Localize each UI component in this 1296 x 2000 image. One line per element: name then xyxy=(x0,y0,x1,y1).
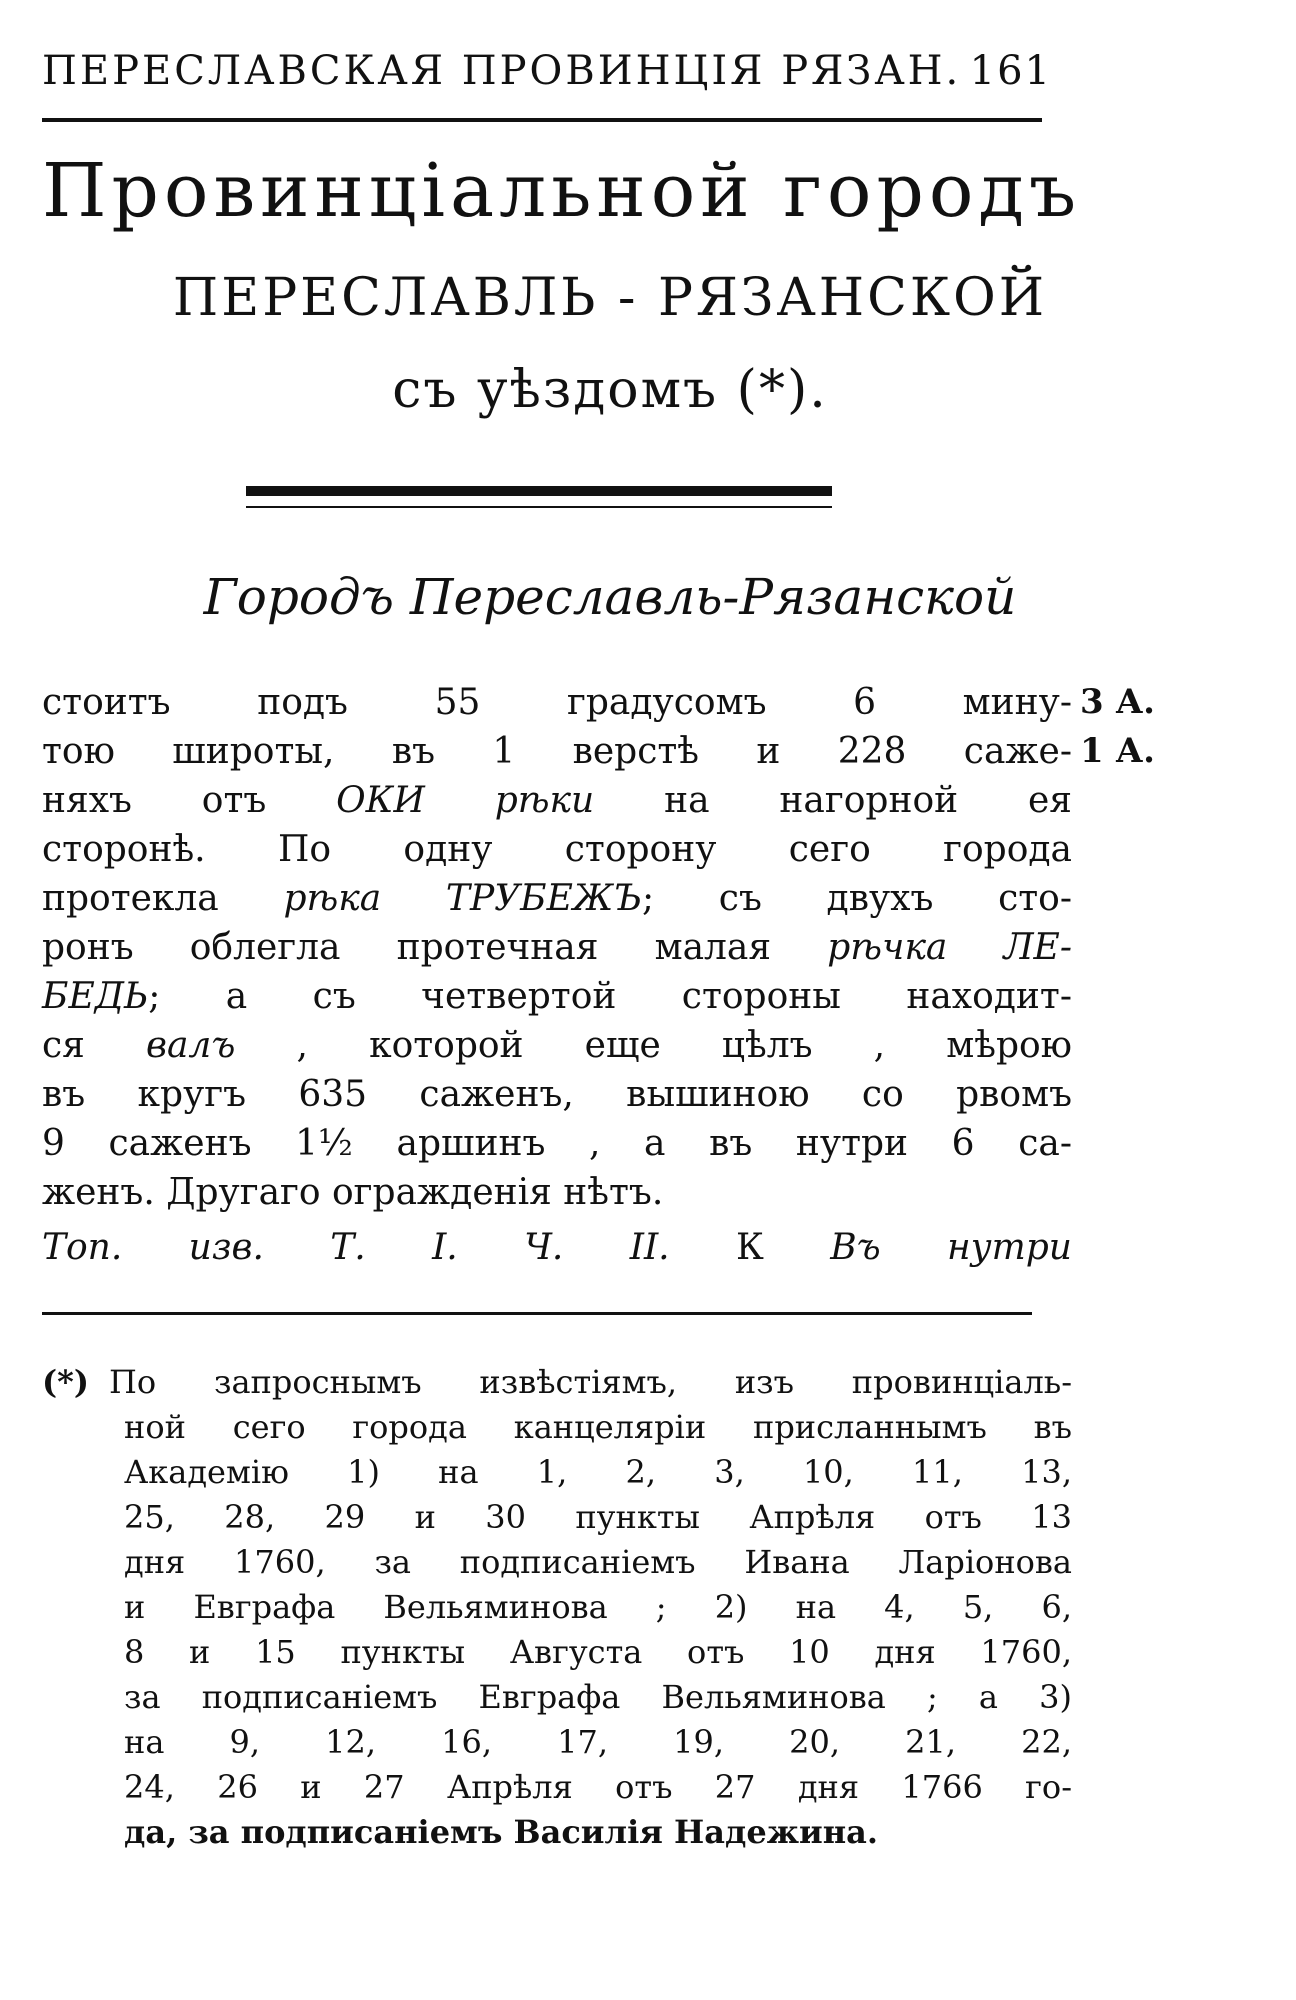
chapter-title-suffix: съ уѣздомъ (*). xyxy=(392,360,828,420)
title-rule-thick xyxy=(246,486,832,496)
body-line: въ кругъ 635 саженъ, вышиною со рвомъ xyxy=(42,1074,1072,1115)
running-title: ПЕРЕСЛАВСКАЯ ПРОВИНЦІЯ РЯЗАН. xyxy=(42,48,962,94)
body-line xyxy=(42,874,1072,923)
margin-note: 1 А. xyxy=(1080,731,1156,771)
body-line: стоитъ подъ 55 градусомъ 6 мину- xyxy=(42,682,1072,723)
margin-notes xyxy=(1080,678,1210,776)
signature-mark: К xyxy=(735,1227,764,1268)
body-line: тою широты, въ 1 верстѣ и 228 саже- xyxy=(42,731,1072,772)
body-line xyxy=(42,923,1072,972)
footnote-line: 8 и 15 пункты Августа отъ 10 дня 1760, xyxy=(124,1633,1072,1671)
signature-line xyxy=(42,1223,1072,1272)
footnote-rule xyxy=(42,1312,1032,1315)
chapter-title: Провинціальной городъ xyxy=(42,148,1082,234)
text-run: По запроснымъ извѣстіямъ, изъ провинціаль- xyxy=(109,1363,1072,1401)
footnote-line: ной сего города канцеляріи присланнымъ въ xyxy=(124,1408,1072,1446)
text-run: ся xyxy=(42,1025,85,1066)
text-run: ронъ облегла протечная малая xyxy=(42,927,772,968)
footnote-line: 25, 28, 29 и 30 пункты Апрѣля отъ 13 xyxy=(124,1498,1072,1536)
volume-reference: Топ. изв. Т. I. Ч. II. xyxy=(42,1227,670,1268)
catchword: Въ нутри xyxy=(830,1227,1072,1268)
footnote xyxy=(42,1360,1072,1855)
footnote-line xyxy=(42,1360,1072,1405)
footnote-line: за подписаніемъ Евграфа Вельяминова ; а 3) xyxy=(124,1678,1072,1716)
text-run: , которой еще цѣлъ , мѣрою xyxy=(296,1025,1072,1066)
body-line: 9 саженъ 1½ аршинъ , а въ нутри 6 са- xyxy=(42,1123,1072,1164)
page-header xyxy=(42,48,1052,108)
page-number: 161 xyxy=(969,48,1052,94)
margin-note: 3 А. xyxy=(1080,682,1156,722)
footnote-line: да, за подписаніемъ Василія Надежина. xyxy=(124,1813,879,1851)
term-val: валъ xyxy=(146,1025,236,1066)
river-name-lebed-end: БЕДЬ xyxy=(42,976,149,1017)
footnote-line: и Евграфа Вельяминова ; 2) на 4, 5, 6, xyxy=(124,1588,1072,1626)
text-run: на нагорной ея xyxy=(664,780,1072,821)
body-line xyxy=(42,776,1072,825)
river-name-oka: ОКИ рѣки xyxy=(336,780,595,821)
footnote-line: дня 1760, за подписаніемъ Ивана Ларіонова xyxy=(124,1543,1072,1581)
header-rule xyxy=(42,118,1042,122)
body-paragraph xyxy=(42,678,1072,1272)
chapter-title-city: ПЕРЕСЛАВЛЬ - РЯЗАНСКОЙ xyxy=(172,268,1048,328)
footnote-marker: (*) xyxy=(42,1363,90,1401)
body-line: женъ. Другаго огражденія нѣтъ. xyxy=(42,1172,664,1213)
title-rule-thin xyxy=(246,506,832,508)
text-run: ; съ двухъ сто- xyxy=(641,878,1072,919)
footnote-line: 24, 26 и 27 Апрѣля отъ 27 дня 1766 го- xyxy=(124,1768,1072,1806)
text-run: ; а съ четвертой стороны находит- xyxy=(148,976,1072,1017)
body-line xyxy=(42,972,1072,1021)
body-line xyxy=(42,1021,1072,1070)
text-run: протекла xyxy=(42,878,219,919)
river-name-lebed: рѣчка ЛЕ- xyxy=(827,927,1073,968)
text-run: няхъ отъ xyxy=(42,780,267,821)
body-line: сторонѣ. По одну сторону сего города xyxy=(42,829,1072,870)
footnote-line: Академію 1) на 1, 2, 3, 10, 11, 13, xyxy=(124,1453,1072,1491)
river-name-trubezh: рѣка ТРУБЕЖЪ xyxy=(283,878,642,919)
section-heading: Городъ Переславль-Рязанской xyxy=(203,568,1017,626)
footnote-line: на 9, 12, 16, 17, 19, 20, 21, 22, xyxy=(124,1723,1072,1761)
